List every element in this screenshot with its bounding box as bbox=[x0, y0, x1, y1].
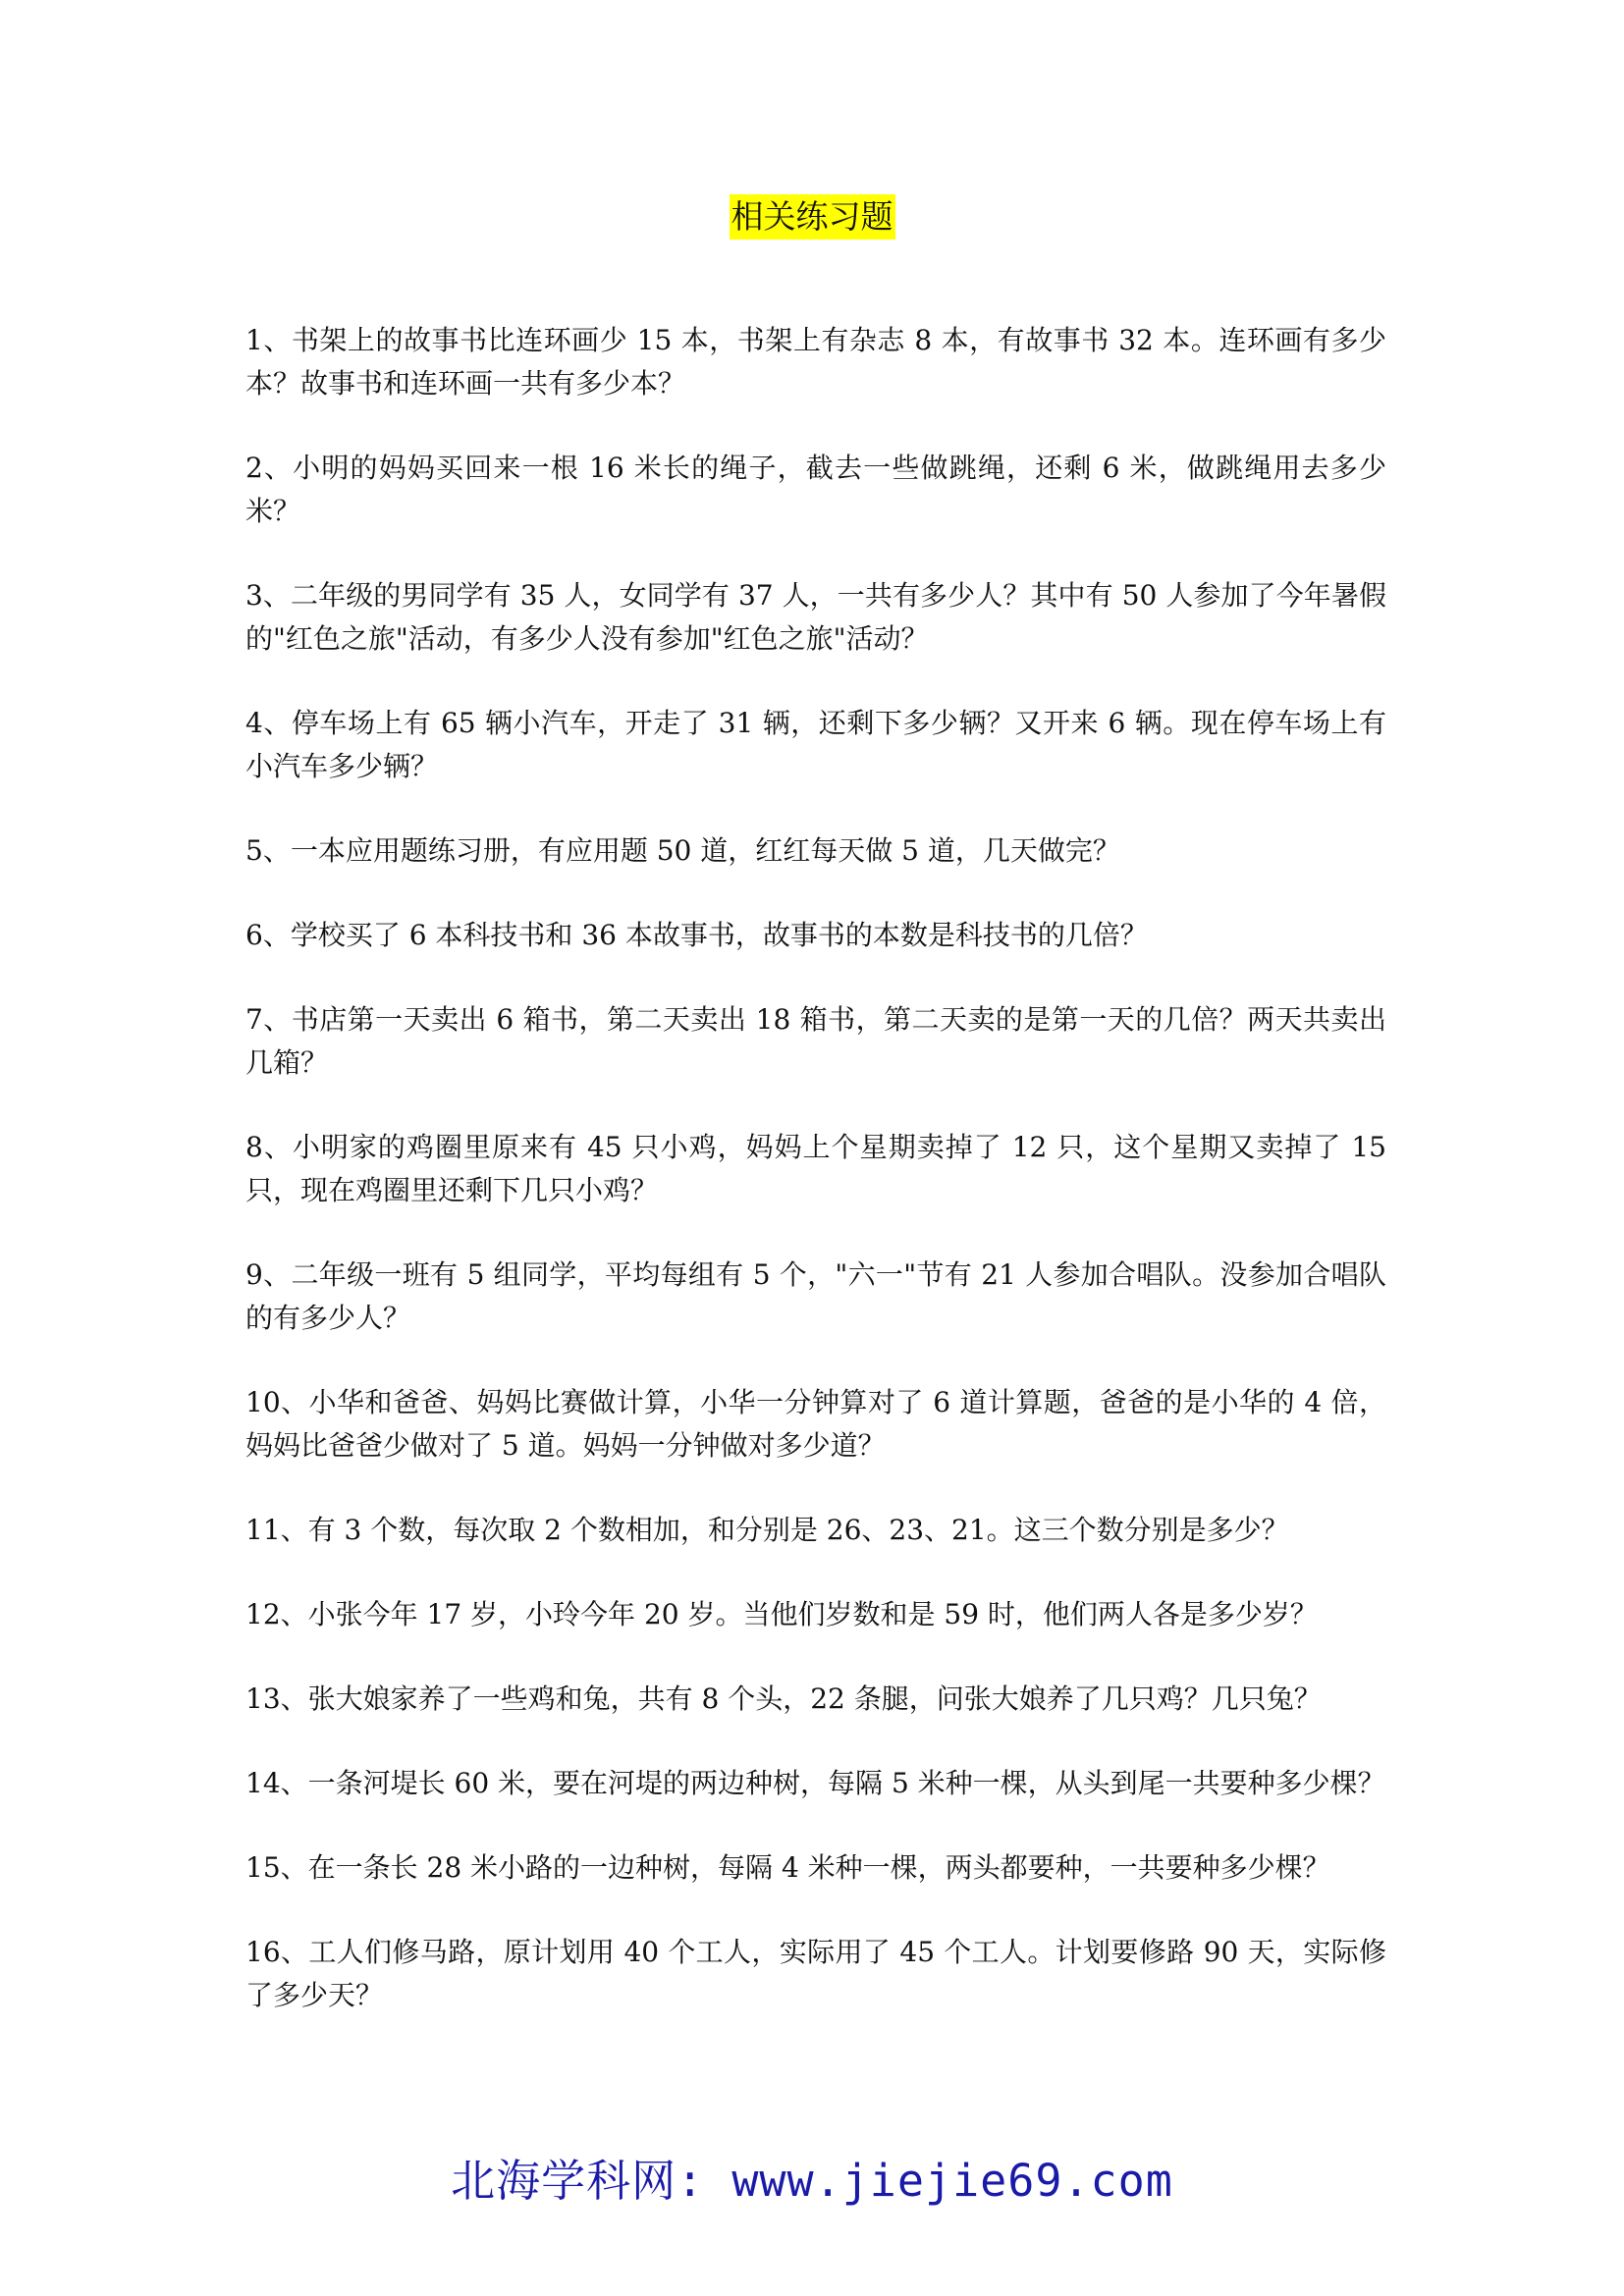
question-item: 12、小张今年 17 岁，小玲今年 20 岁。当他们岁数和是 59 时，他们两人各是多少岁？ bbox=[245, 1598, 1318, 1630]
footer-site-link[interactable]: 北海学科网: www.jiejie69.com bbox=[451, 2155, 1173, 2207]
question-item: 8、小明家的鸡圈里原来有 45 只小鸡，妈妈上个星期卖掉了 12 只，这个星期又卖掉了 15 只，现在鸡圈里还剩下几只小鸡？ bbox=[245, 1131, 1386, 1206]
page-title: 相关练习题 bbox=[730, 194, 895, 240]
question-item: 1、书架上的故事书比连环画少 15 本，书架上有杂志 8 本，有故事书 32 本。连环画有多少本？故事书和连环画一共有多少本？ bbox=[245, 324, 1386, 400]
question-item: 4、停车场上有 65 辆小汽车，开走了 31 辆，还剩下多少辆？又开来 6 辆。现在停车场上有小汽车多少辆？ bbox=[245, 707, 1386, 782]
question-list bbox=[245, 319, 1386, 2058]
title-wrap bbox=[0, 194, 1624, 240]
question-item: 15、在一条长 28 米小路的一边种树，每隔 4 米种一棵，两头都要种，一共要种多少棵？ bbox=[245, 1851, 1330, 1884]
question-item: 7、书店第一天卖出 6 箱书，第二天卖出 18 箱书，第二天卖的是第一天的几倍？两天共卖出几箱？ bbox=[245, 1003, 1386, 1079]
question-item: 9、二年级一班有 5 组同学，平均每组有 5 个，"六一"节有 21 人参加合唱队。没参加合唱队的有多少人？ bbox=[245, 1258, 1386, 1334]
question-item: 5、一本应用题练习册，有应用题 50 道，红红每天做 5 道，几天做完？ bbox=[245, 834, 1120, 867]
question-item: 11、有 3 个数，每次取 2 个数相加，和分别是 26、23、21。这三个数分别是多少？ bbox=[245, 1514, 1289, 1546]
question-item: 6、学校买了 6 本科技书和 36 本故事书，故事书的本数是科技书的几倍？ bbox=[245, 919, 1148, 951]
question-item: 3、二年级的男同学有 35 人，女同学有 37 人，一共有多少人？其中有 50 人参加了今年暑假的"红色之旅"活动，有多少人没有参加"红色之旅"活动？ bbox=[245, 579, 1386, 655]
question-item: 10、小华和爸爸、妈妈比赛做计算，小华一分钟算对了 6 道计算题，爸爸的是小华的 4 倍，妈妈比爸爸少做对了 5 道。妈妈一分钟做对多少道？ bbox=[245, 1386, 1386, 1462]
question-item: 2、小明的妈妈买回来一根 16 米长的绳子，截去一些做跳绳，还剩 6 米，做跳绳用去多少米？ bbox=[245, 452, 1386, 527]
question-item: 14、一条河堤长 60 米，要在河堤的两边种树，每隔 5 米种一棵，从头到尾一共要种多少棵？ bbox=[245, 1767, 1385, 1799]
question-item: 13、张大娘家养了一些鸡和兔，共有 8 个头，22 条腿，问张大娘养了几只鸡？几只兔？ bbox=[245, 1682, 1322, 1715]
question-item: 16、工人们修马路，原计划用 40 个工人，实际用了 45 个工人。计划要修路 90 天，实际修了多少天？ bbox=[245, 1936, 1386, 2011]
